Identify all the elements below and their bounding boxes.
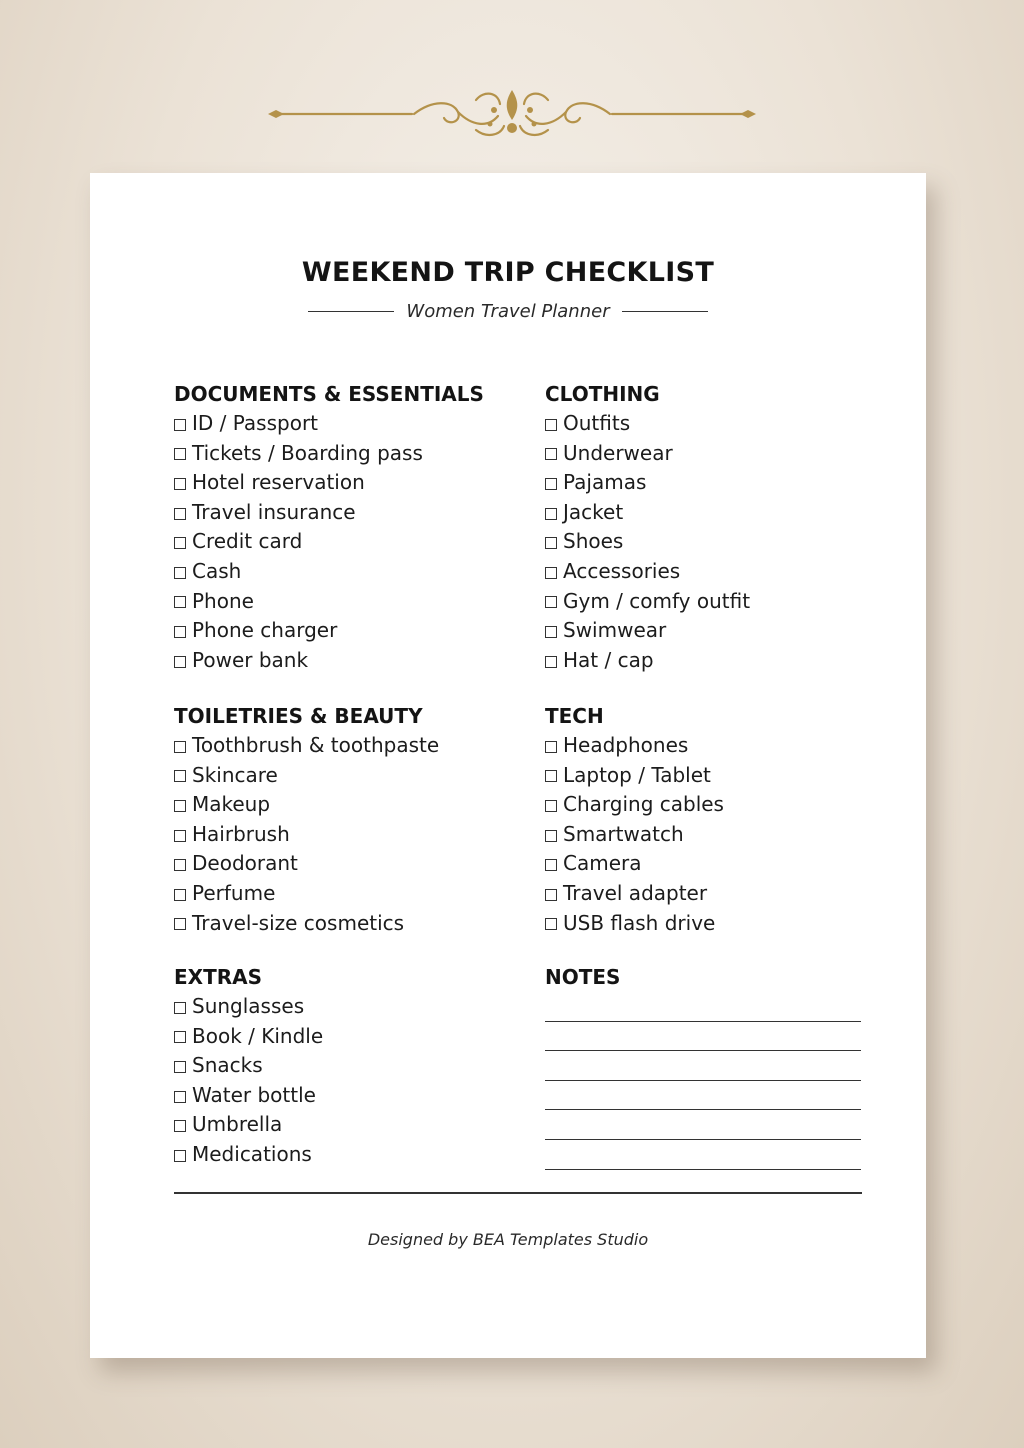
checkbox-icon[interactable] bbox=[174, 478, 186, 490]
checkbox-icon[interactable] bbox=[174, 508, 186, 520]
checklist-item-label: Toothbrush & toothpaste bbox=[192, 733, 440, 757]
checklist-item-label: Cash bbox=[192, 558, 242, 583]
checkbox-icon[interactable] bbox=[174, 1031, 186, 1043]
checkbox-icon[interactable] bbox=[545, 537, 557, 549]
checklist-item-label: Hotel reservation bbox=[192, 470, 365, 495]
checklist-item[interactable] bbox=[545, 849, 724, 879]
checkbox-icon[interactable] bbox=[174, 1061, 186, 1073]
checklist-item[interactable] bbox=[545, 820, 724, 850]
checklist-item-label: Swimwear bbox=[563, 618, 667, 643]
checklist-item-label: USB flash drive bbox=[563, 910, 716, 935]
checklist-item-label: Shoes bbox=[563, 529, 624, 554]
notes-line[interactable] bbox=[545, 1051, 861, 1081]
section-clothing bbox=[545, 379, 750, 675]
checklist-item[interactable] bbox=[174, 439, 484, 469]
checklist-item-label: Book / Kindle bbox=[192, 1023, 324, 1048]
checklist-item-label: Jacket bbox=[563, 499, 624, 524]
checkbox-icon[interactable] bbox=[545, 448, 557, 460]
checklist-item[interactable] bbox=[174, 820, 439, 850]
checklist-item-label: Umbrella bbox=[192, 1112, 283, 1137]
notes-line[interactable] bbox=[545, 1110, 861, 1140]
checklist-item-label: Power bank bbox=[192, 647, 309, 672]
checklist-item-label: Sunglasses bbox=[192, 994, 305, 1018]
checklist-item-label: Outfits bbox=[563, 411, 631, 435]
checkbox-icon[interactable] bbox=[545, 478, 557, 490]
checkbox-icon[interactable] bbox=[545, 596, 557, 608]
checkbox-icon[interactable] bbox=[174, 1150, 186, 1162]
checklist-item-label: Gym / comfy outfit bbox=[563, 588, 751, 613]
section-tech bbox=[545, 701, 724, 938]
subtitle-rule-right bbox=[622, 311, 708, 312]
checklist-item[interactable] bbox=[545, 879, 724, 909]
notes-line[interactable] bbox=[545, 992, 861, 1022]
checklist-item[interactable] bbox=[545, 731, 724, 761]
section-heading: DOCUMENTS & ESSENTIALS bbox=[174, 382, 484, 406]
footer-credit: Designed by BEA Templates Studio bbox=[367, 1230, 649, 1249]
checklist-item[interactable] bbox=[174, 790, 439, 820]
checkbox-icon[interactable] bbox=[545, 656, 557, 668]
checklist-item[interactable] bbox=[174, 616, 484, 646]
checklist-item-label: Makeup bbox=[192, 792, 271, 817]
checklist-item[interactable] bbox=[174, 1140, 323, 1170]
checkbox-icon[interactable] bbox=[174, 537, 186, 549]
checklist-item-label: Camera bbox=[563, 851, 642, 876]
section-heading: NOTES bbox=[545, 965, 621, 989]
checkbox-icon[interactable] bbox=[174, 1091, 186, 1103]
section-extras bbox=[174, 962, 323, 1170]
gold-flourish-divider-icon bbox=[262, 86, 762, 146]
checklist-item-label: Pajamas bbox=[563, 470, 647, 495]
checklist-item[interactable] bbox=[174, 849, 439, 879]
subtitle-row bbox=[90, 299, 926, 323]
checklist-item-label: Snacks bbox=[192, 1053, 263, 1078]
checkbox-icon[interactable] bbox=[174, 419, 186, 431]
checklist-item[interactable] bbox=[545, 557, 750, 587]
checkbox-icon[interactable] bbox=[545, 859, 557, 871]
checklist-item[interactable] bbox=[174, 498, 484, 528]
checklist-item[interactable] bbox=[174, 761, 439, 791]
checklist-item[interactable] bbox=[174, 1110, 323, 1140]
checklist-item[interactable] bbox=[545, 646, 750, 676]
checklist-item-label: Travel insurance bbox=[192, 499, 356, 524]
checklist-item[interactable] bbox=[174, 1051, 323, 1081]
checklist-item-label: Hairbrush bbox=[192, 821, 290, 846]
checklist-item-label: Water bottle bbox=[192, 1082, 316, 1107]
checklist-item[interactable] bbox=[545, 909, 724, 939]
checkbox-icon[interactable] bbox=[174, 626, 186, 638]
checkbox-icon[interactable] bbox=[545, 800, 557, 812]
subtitle-rule-left bbox=[308, 311, 394, 312]
checkbox-icon[interactable] bbox=[174, 656, 186, 668]
checklist-item-label: Travel-size cosmetics bbox=[192, 910, 405, 935]
checklist-item[interactable] bbox=[545, 527, 750, 557]
section-heading: TOILETRIES & BEAUTY bbox=[174, 704, 423, 728]
checkbox-icon[interactable] bbox=[174, 596, 186, 608]
checkbox-icon[interactable] bbox=[174, 1120, 186, 1132]
checklist-item[interactable] bbox=[174, 468, 484, 498]
checkbox-icon[interactable] bbox=[174, 918, 186, 930]
notes-line[interactable] bbox=[545, 1081, 861, 1111]
checkbox-icon[interactable] bbox=[174, 859, 186, 871]
checklist-item-label: Underwear bbox=[563, 440, 673, 465]
checkbox-icon[interactable] bbox=[545, 567, 557, 579]
checklist-item-label: Skincare bbox=[192, 762, 278, 787]
section-heading: EXTRAS bbox=[174, 965, 263, 989]
checkbox-icon[interactable] bbox=[545, 626, 557, 638]
section-toiletries bbox=[174, 701, 439, 938]
checklist-item[interactable] bbox=[545, 790, 724, 820]
checkbox-icon[interactable] bbox=[174, 830, 186, 842]
checklist-item-label: Laptop / Tablet bbox=[563, 762, 711, 787]
checklist-item[interactable] bbox=[174, 646, 484, 676]
subtitle: Women Travel Planner bbox=[406, 300, 610, 322]
checkbox-icon[interactable] bbox=[174, 770, 186, 782]
checkbox-icon[interactable] bbox=[545, 889, 557, 901]
checklist-item-label: Headphones bbox=[563, 733, 689, 757]
section-heading: TECH bbox=[545, 704, 604, 728]
checklist-item[interactable] bbox=[545, 439, 750, 469]
checklist-item[interactable] bbox=[174, 731, 439, 761]
checklist-item[interactable] bbox=[174, 527, 484, 557]
checkbox-icon[interactable] bbox=[545, 770, 557, 782]
checklist-item[interactable] bbox=[174, 557, 484, 587]
checklist-item[interactable] bbox=[545, 761, 724, 791]
checklist-item[interactable] bbox=[174, 909, 439, 939]
checklist-item-label: Travel adapter bbox=[563, 880, 708, 905]
checkbox-icon[interactable] bbox=[174, 567, 186, 579]
checklist-item-label: Accessories bbox=[563, 558, 681, 583]
checkbox-icon[interactable] bbox=[174, 889, 186, 901]
checklist-item-label: Deodorant bbox=[192, 851, 298, 876]
section-notes bbox=[545, 962, 861, 1170]
checklist-item-label: Phone charger bbox=[192, 618, 338, 643]
checklist-sheet bbox=[90, 173, 926, 1358]
checkbox-icon[interactable] bbox=[545, 918, 557, 930]
checklist-item[interactable] bbox=[545, 468, 750, 498]
checkbox-icon[interactable] bbox=[174, 1002, 186, 1014]
checklist-item-label: ID / Passport bbox=[192, 411, 319, 435]
bottom-divider bbox=[174, 1192, 862, 1194]
checkbox-icon[interactable] bbox=[545, 830, 557, 842]
checkbox-icon[interactable] bbox=[174, 741, 186, 753]
section-documents bbox=[174, 379, 484, 675]
checklist-item[interactable] bbox=[545, 409, 750, 439]
checklist-item-label: Hat / cap bbox=[563, 647, 654, 672]
checkbox-icon[interactable] bbox=[174, 800, 186, 812]
checklist-item[interactable] bbox=[545, 616, 750, 646]
checklist-item[interactable] bbox=[545, 498, 750, 528]
checklist-item[interactable] bbox=[174, 587, 484, 617]
checklist-item[interactable] bbox=[174, 1081, 323, 1111]
page-title: WEEKEND TRIP CHECKLIST bbox=[301, 257, 715, 288]
checklist-item-label: Smartwatch bbox=[563, 821, 684, 846]
checkbox-icon[interactable] bbox=[174, 448, 186, 460]
checklist-item-label: Charging cables bbox=[563, 792, 724, 817]
checklist-item-label: Tickets / Boarding pass bbox=[192, 440, 423, 465]
checklist-item[interactable] bbox=[174, 992, 323, 1022]
checklist-item-label: Phone bbox=[192, 588, 254, 613]
checkbox-icon[interactable] bbox=[545, 741, 557, 753]
checkbox-icon[interactable] bbox=[545, 508, 557, 520]
notes-line[interactable] bbox=[545, 1022, 861, 1052]
section-heading: CLOTHING bbox=[545, 382, 660, 406]
checklist-item-label: Medications bbox=[192, 1141, 312, 1166]
checkbox-icon[interactable] bbox=[545, 419, 557, 431]
checklist-item[interactable] bbox=[174, 879, 439, 909]
notes-line[interactable] bbox=[545, 1140, 861, 1170]
checklist-item[interactable] bbox=[174, 1022, 323, 1052]
checklist-item[interactable] bbox=[174, 409, 484, 439]
checklist-item-label: Perfume bbox=[192, 880, 276, 905]
checklist-item[interactable] bbox=[545, 587, 750, 617]
checklist-item-label: Credit card bbox=[192, 529, 303, 554]
